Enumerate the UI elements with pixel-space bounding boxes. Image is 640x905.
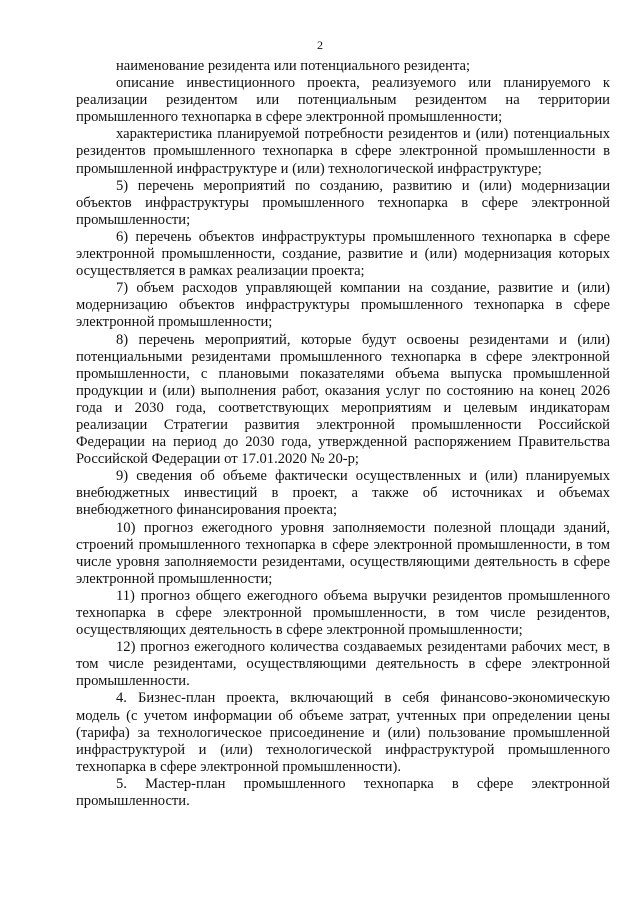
paragraph-item-10: 10) прогноз ежегодного уровня заполняемости полезной площади зданий, строений промышленного технопарка в сфере электронной промышленности, в том числе уровня заполняемости резидентами, осуществляющими деятельность в сфере электронной промышленности; — [76, 519, 610, 587]
paragraph-project-description: описание инвестиционного проекта, реализуемого или планируемого к реализации резидентом или потенциальным резидентом на территории промышленного технопарка в сфере электронной промышленности; — [76, 75, 610, 126]
paragraph-infrastructure-needs: характеристика планируемой потребности резидентов и (или) потенциальных резидентов промышленного технопарка в сфере электронной промышленности в промышленной инфраструктуре и (или) технологической инфраструктуре; — [76, 126, 610, 177]
paragraph-item-8: 8) перечень мероприятий, которые будут освоены резидентами и (или) потенциальными резидентами промышленного технопарка в сфере электронной промышленности, с плановыми показателями объема выпуска промышленной продукции и (или) выполнения работ, оказания услуг по состоянию на конец 2026 года и 2030 года, соответствующих мероприятиям и целевым индикаторам реализации Стратегии развития электронной промышленности Российской Федерации на период до 2030 года, утвержденной распоряжением Правительства Российской Федерации от 17.01.2020 № 20-р; — [76, 331, 610, 468]
document-body — [76, 58, 610, 810]
paragraph-item-6: 6) перечень объектов инфраструктуры промышленного технопарка в сфере электронной промышленности, создание, развитие и (или) модернизация которых осуществляется в рамках реализации проекта; — [76, 228, 610, 280]
paragraph-resident-name: наименование резидента или потенциального резидента; — [116, 58, 471, 74]
paragraph-item-9: 9) сведения об объеме фактически осуществленных и (или) планируемых внебюджетных инвестиций в проект, а также об источниках и объемах внебюджетного финансирования проекта; — [76, 468, 610, 519]
paragraph-section-5: 5. Мастер-план промышленного технопарка в сфере электронной промышленности. — [76, 775, 610, 810]
paragraph-item-5: 5) перечень мероприятий по созданию, развитию и (или) модернизации объектов инфраструктуры промышленного технопарка в сфере электронной промышленности; — [76, 177, 610, 228]
page-number: 2 — [317, 38, 323, 52]
paragraph-item-12: 12) прогноз ежегодного количества создаваемых резидентами рабочих мест, в том числе резидентами, осуществляющими деятельность в сфере электронной промышленности. — [76, 639, 610, 690]
paragraph-section-4: 4. Бизнес-план проекта, включающий в себя финансово-экономическую модель (с учетом информации об объеме затрат, учтенных при определении цены (тарифа) за технологическое присоединение и (или) пользование промышленной инфраструктурой и (или) технологической инфраструктурой промышленного технопарка в сфере электронной промышленности). — [76, 690, 610, 775]
paragraph-item-7: 7) объем расходов управляющей компании на создание, развитие и (или) модернизацию объектов инфраструктуры промышленного технопарка в сфере электронной промышленности; — [76, 280, 610, 331]
paragraph-item-11: 11) прогноз общего ежегодного объема выручки резидентов промышленного технопарка в сфере электронной промышленности, в том числе резидентов, осуществляющих деятельность в сфере электронной промышленности; — [76, 587, 610, 639]
